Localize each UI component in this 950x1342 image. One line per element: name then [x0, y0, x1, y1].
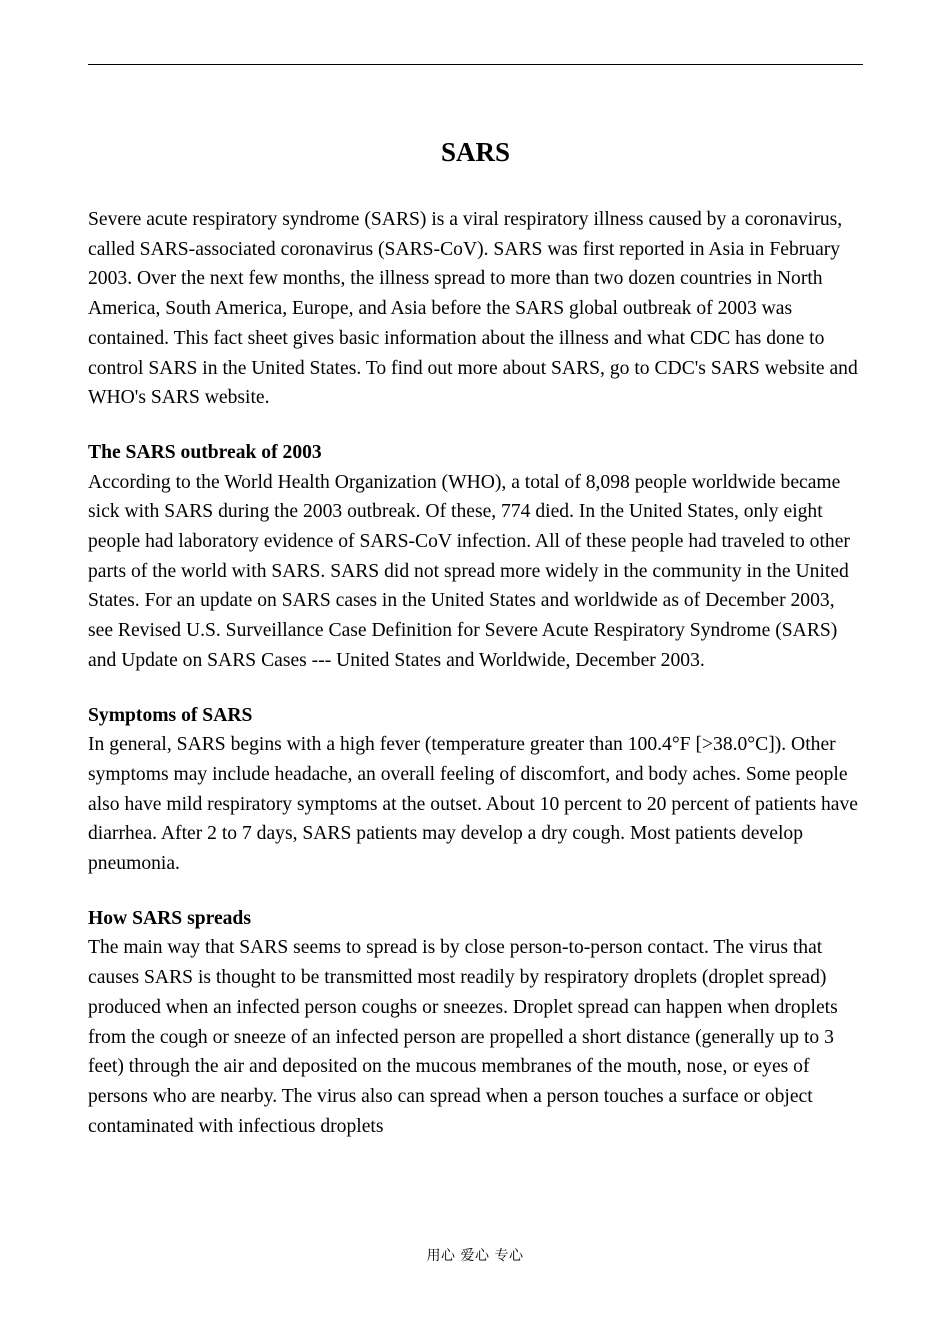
intro-paragraph: Severe acute respiratory syndrome (SARS) is a viral respiratory illness caused by a coronavirus, called SARS-associated coronavirus (SARS-CoV). SARS was first reported in Asia in February 2003. Over the next few months, the illness spread to more than two dozen countries in North America, South America, Europe, and Asia before the SARS global outbreak of 2003 was contained. This fact sheet gives basic information about the illness and what CDC has done to control SARS in the United States. To find out more about SARS, go to CDC's SARS website and WHO's SARS website. [88, 209, 858, 409]
section-spread [88, 904, 863, 1142]
page-footer: 用心 爱心 专心 [426, 1248, 524, 1264]
section-heading: Symptoms of SARS [88, 704, 253, 726]
header-rule [88, 64, 863, 65]
section-heading: How SARS spreads [88, 907, 251, 929]
section-body: According to the World Health Organization (WHO), a total of 8,098 people worldwide became sick with SARS during the 2003 outbreak. Of these, 774 died. In the United States, only eight people had laboratory evidence of SARS-CoV infection. All of these people had traveled to other parts of the world with SARS. SARS did not spread more widely in the community in the United States. For an update on SARS cases in the United States and worldwide as of December 2003, see Revised U.S. Surveillance Case Definition for Severe Acute Respiratory Syndrome (SARS) and Update on SARS Cases --- United States and Worldwide, December 2003. [88, 471, 850, 671]
section-heading: The SARS outbreak of 2003 [88, 441, 322, 463]
section-symptoms [88, 701, 863, 879]
document-body [88, 133, 863, 1141]
document-title: SARS [440, 137, 511, 167]
section-body: In general, SARS begins with a high fever (temperature greater than 100.4°F [>38.0°C]). Other symptoms may include headache, an overall feeling of discomfort, and body aches. Some people also have mild respiratory symptoms at the outset. About 10 percent to 20 percent of patients have diarrhea. After 2 to 7 days, SARS patients may develop a dry cough. Most patients develop pneumonia. [88, 734, 858, 875]
section-outbreak [88, 438, 863, 676]
section-body: The main way that SARS seems to spread is by close person-to-person contact. The virus that causes SARS is thought to be transmitted most readily by respiratory droplets (droplet spread) produced when an infected person coughs or sneezes. Droplet spread can happen when droplets from the cough or sneeze of an infected person are propelled a short distance (generally up to 3 feet) through the air and deposited on the mucous membranes of the mouth, nose, or eyes of persons who are nearby. The virus also can spread when a person touches a surface or object contaminated with infectious droplets [88, 937, 838, 1137]
